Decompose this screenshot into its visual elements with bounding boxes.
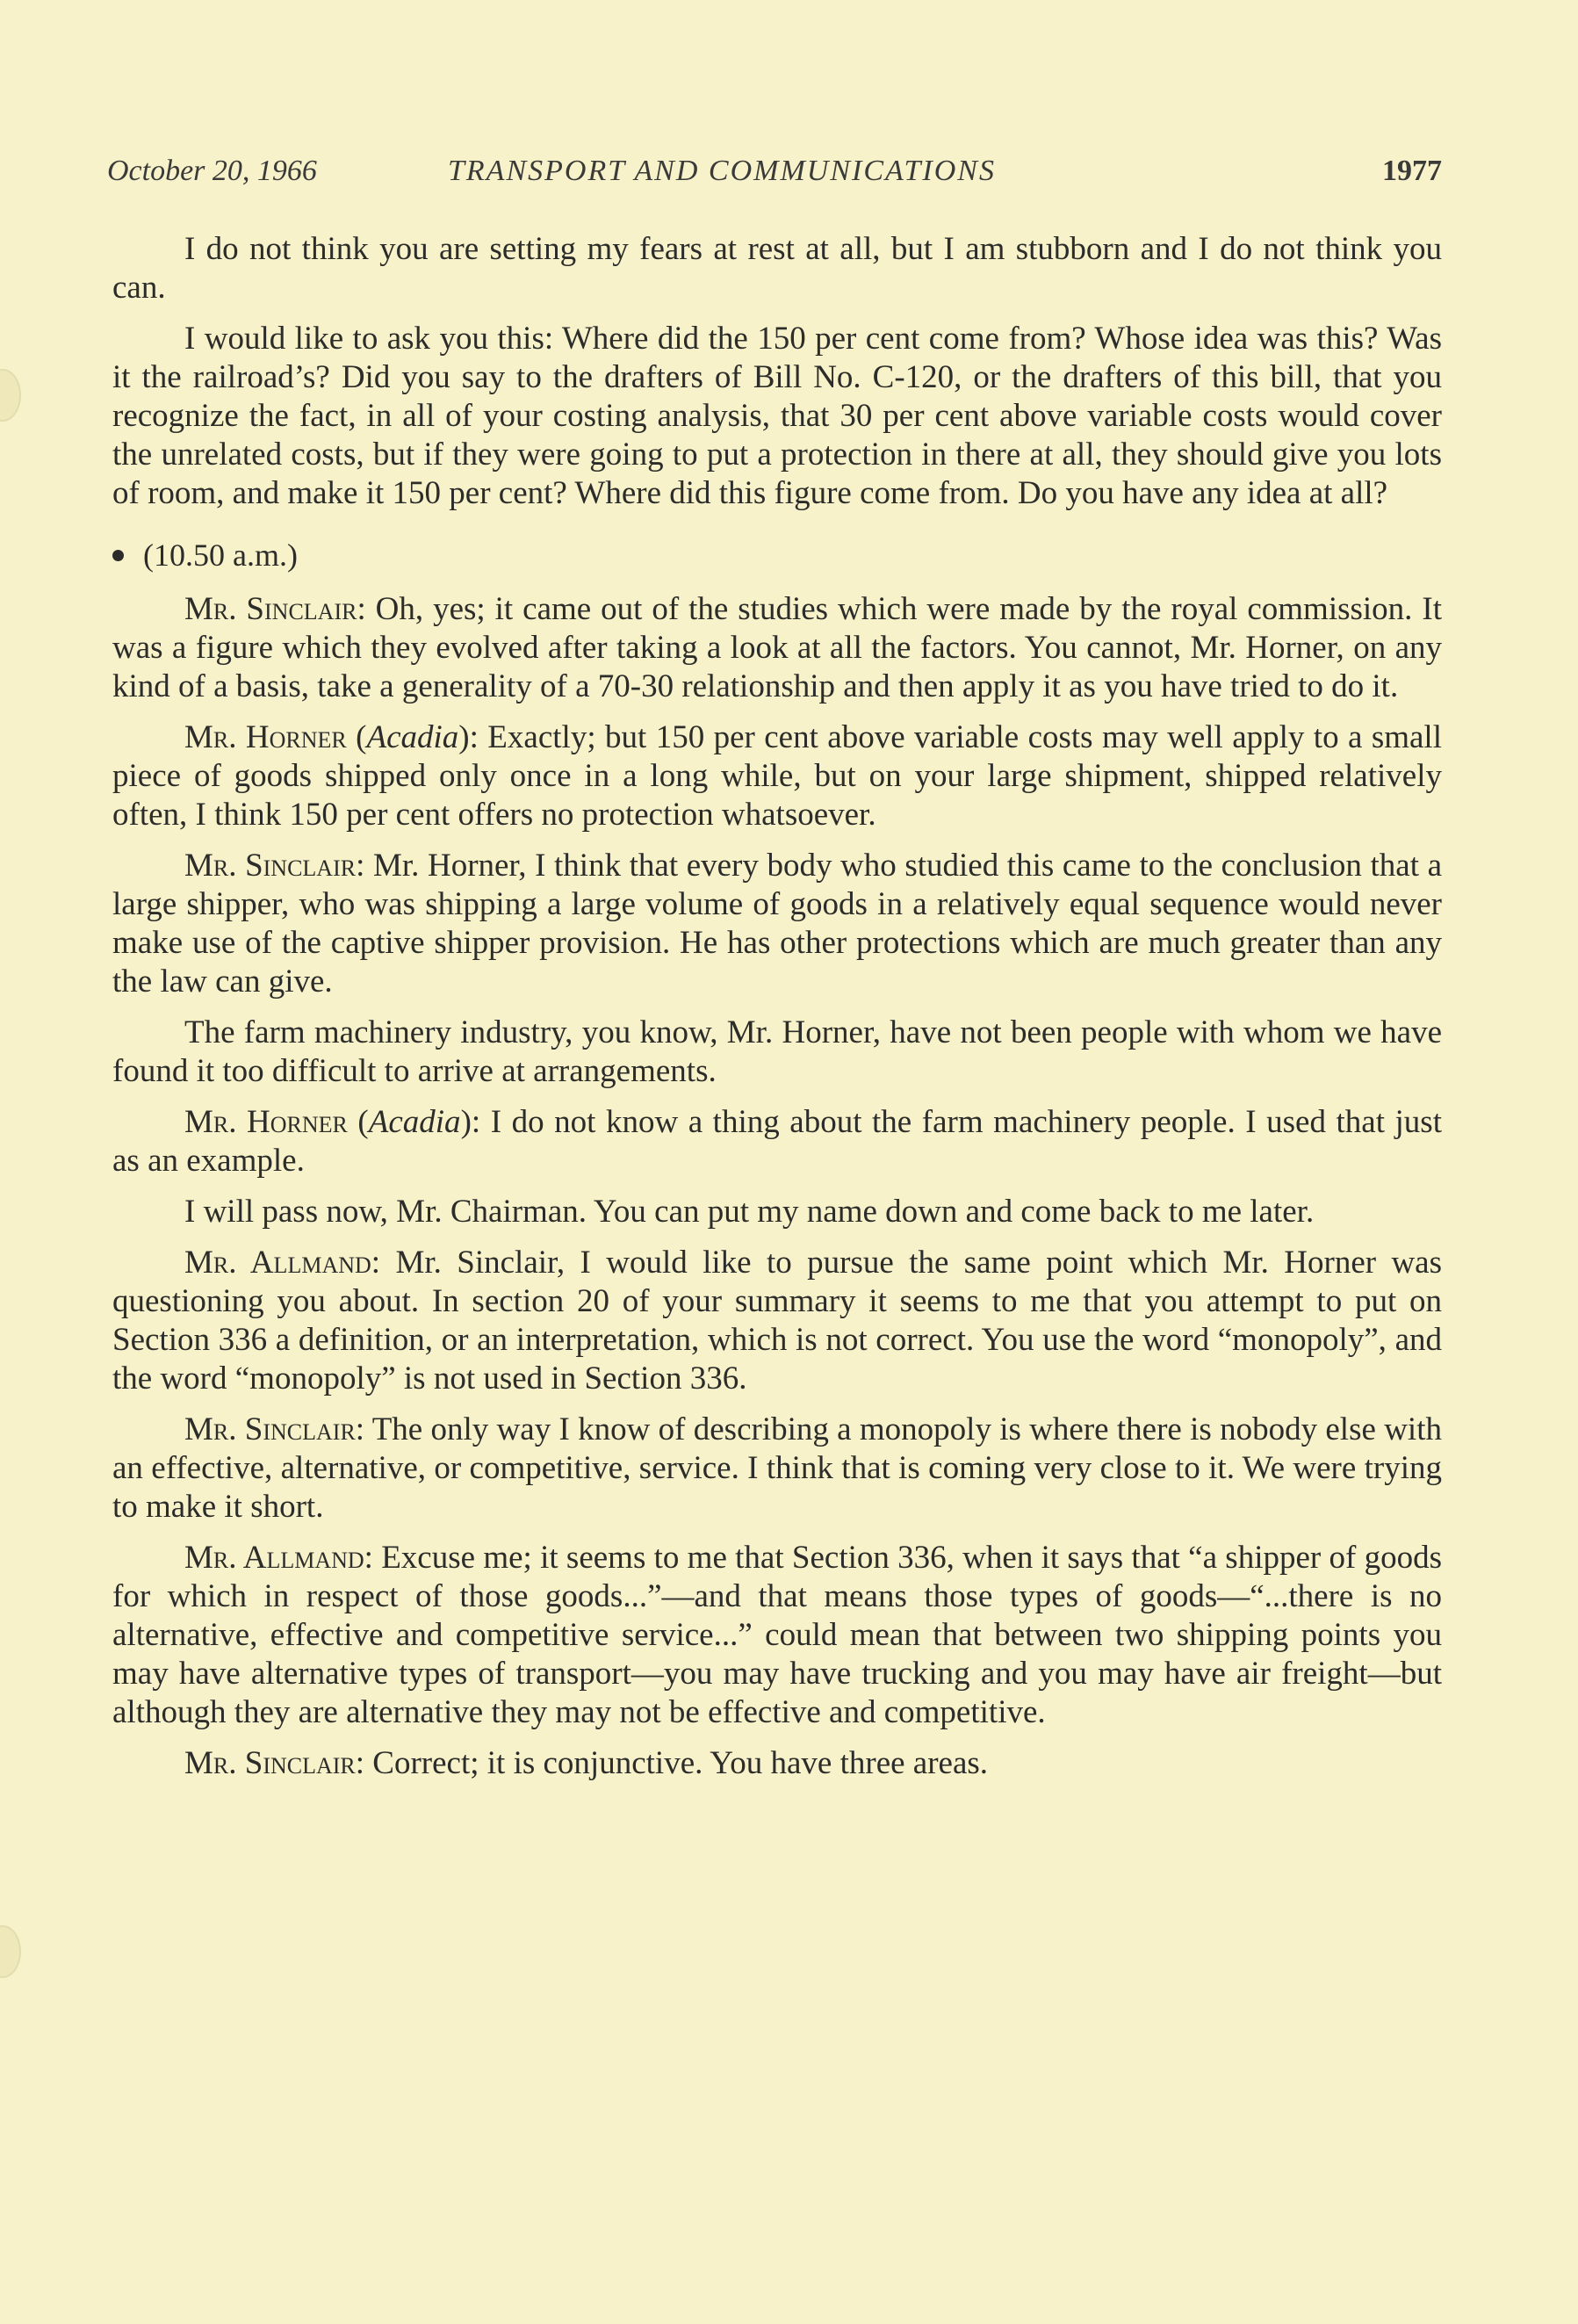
- speech-text: Mr. Horner, I think that every body who studied this came to the conclusion that a large shipper, who was shipping a large volume of goods in a relatively equal sequence would never make use of the captive shipper provision. He has other protections which are much greater than any the law can give.: [112, 848, 1442, 1000]
- speaker-name: Mr. Horner: [184, 1104, 348, 1140]
- page-header: [107, 155, 1442, 198]
- speaker-name: Mr. Sinclair:: [184, 848, 365, 884]
- paragraph-11: [112, 1539, 1442, 1732]
- speaker-name: Mr. Sinclair:: [184, 1411, 365, 1447]
- speech-text: Mr. Sinclair, I would like to pursue the same point which Mr. Horner was questioning you about. In section 20 of your summary it seems to me that you attempt to put on Section 336 a definition, or an interpretation, which is not correct. You use the word “monopoly”, and the word “monopoly” is not used in Section 336.: [112, 1245, 1442, 1397]
- speaker-name: Mr. Allmand:: [184, 1540, 373, 1576]
- speaker-name: Mr. Sinclair:: [184, 591, 366, 627]
- speaker-riding: Acadia: [366, 719, 459, 755]
- speech-text: : Exactly; but 150 per cent above variable costs may well apply to a small piece of goods shipped only once in a long while, but on your large shipment, shipped relatively often, I think 150 per cent offers no protection whatsoever.: [112, 719, 1442, 833]
- speech-text: : I do not know a thing about the farm machinery people. I used that just as an example.: [112, 1104, 1442, 1179]
- binder-hole-mark-top: [0, 369, 21, 422]
- paragraph-3: [112, 590, 1442, 706]
- speech-text: Correct; it is conjunctive. You have three areas.: [364, 1745, 989, 1781]
- paragraph-9: [112, 1244, 1442, 1398]
- paragraph-1: I do not think you are setting my fears at rest at all, but I am stubborn and I do not think you can.: [112, 231, 1442, 306]
- paragraph-12: [112, 1744, 1442, 1783]
- paragraph-6: The farm machinery industry, you know, Mr. Horner, have not been people with whom we have found it too difficult to arrive at arrangements.: [112, 1014, 1442, 1089]
- page-number: 1977: [1382, 155, 1442, 187]
- speaker-riding: Acadia: [368, 1104, 461, 1140]
- paragraph-10: [112, 1411, 1442, 1526]
- paragraph-2: I would like to ask you this: Where did the 150 per cent come from? Whose idea was this? Was it the railroad’s? Did you say to the drafters of Bill No. C-120, or the drafters of this bill, that you recognize the fact, in all of your costing analysis, that 30 per cent above variable costs would cover the unrelated costs, but if they were going to put a protection in there at all, they should give you lots of room, and make it 150 per cent? Where did this figure come from. Do you have any idea at all?: [112, 321, 1442, 511]
- binder-hole-mark-bottom: [0, 1925, 21, 1978]
- speech-text: Excuse me; it seems to me that Section 336, when it says that “a shipper of goods for which in respect of those goods...”—and that means those types of goods—“...there is no alternative, effective and competitive service...” could mean that between two shipping points you may have alternative types of transport—you may have trucking and you may have air freight—but although they are alternative they may not be effective and competitive.: [112, 1540, 1442, 1730]
- header-title: TRANSPORT AND COMMUNICATIONS: [448, 155, 996, 187]
- speaker-name: Mr. Sinclair:: [184, 1745, 365, 1781]
- paragraph-5: [112, 847, 1442, 1001]
- time-stamp-text: (10.50 a.m.): [143, 538, 298, 573]
- page-body: [112, 230, 1442, 1795]
- speech-text: Oh, yes; it came out of the studies which were made by the royal commission. It was a figure which they evolved after taking a look at all the factors. You cannot, Mr. Horner, on any kind of a basis, take a generality of a 70-30 relationship and then apply it as you have tried to do it.: [112, 591, 1442, 704]
- bullet-icon: [112, 550, 124, 561]
- paragraph-4: Mr. Horner (Acadia): Exactly; but 150 per cent above variable costs may well apply to a small piece of goods shipped only once in a long while, but on your large shipment, shipped relatively often, I think 150 per cent offers no protection whatsoever.: [112, 719, 1442, 833]
- speaker-name: Mr. Allmand:: [184, 1245, 381, 1281]
- speaker-name: Mr. Horner: [184, 719, 347, 755]
- header-date: October 20, 1966: [107, 155, 317, 187]
- paragraph-7: Mr. Horner (Acadia): I do not know a thing about the farm machinery people. I used that just as an example.: [112, 1104, 1442, 1179]
- speech-text: The only way I know of describing a monopoly is where there is nobody else with an effective, alternative, or competitive, service. I think that is coming very close to it. We were trying to make it short.: [112, 1411, 1442, 1525]
- time-stamp: [112, 536, 1442, 574]
- paragraph-8: I will pass now, Mr. Chairman. You can put my name down and come back to me later.: [184, 1194, 1315, 1230]
